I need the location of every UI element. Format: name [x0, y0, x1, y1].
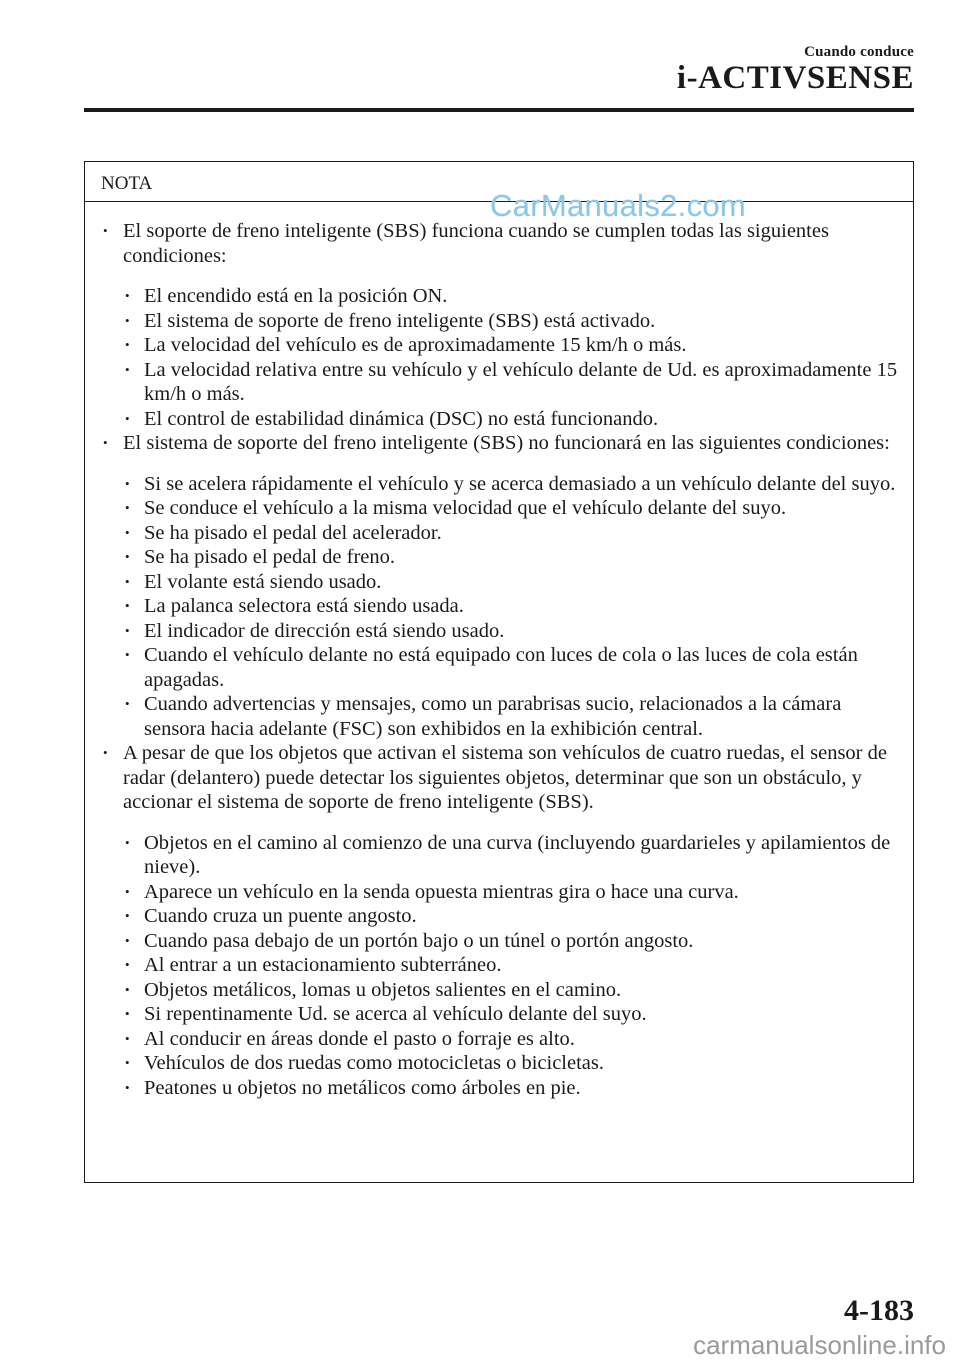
note-subitem: • Si se acelera rápidamente el vehículo y se acerca demasiado a un vehículo delante del suyo. [123, 472, 907, 497]
note-sublist [123, 831, 907, 1101]
note-item [85, 431, 913, 741]
note-subitem: • Objetos en el camino al comienzo de una curva (incluyendo guardarieles y apilamientos de nieve). [123, 831, 907, 880]
note-sublist [123, 472, 907, 742]
note-label: NOTA [85, 162, 913, 202]
note-subitem: • El control de estabilidad dinámica (DSC) no está funcionando. [123, 407, 907, 432]
note-subitem: • Se ha pisado el pedal de freno. [123, 545, 907, 570]
watermark-carmanuals2: CarManuals2.com [490, 188, 747, 223]
note-subitem: • Cuando cruza un puente angosto. [123, 904, 907, 929]
note-subitem: • Al entrar a un estacionamiento subterráneo. [123, 953, 907, 978]
note-subitem: • Peatones u objetos no metálicos como árboles en pie. [123, 1076, 907, 1101]
note-subitem: • Cuando el vehículo delante no está equipado con luces de cola o las luces de cola están apagadas. [123, 643, 907, 692]
watermark-carmanualsonline: carmanualsonline.info [693, 1330, 946, 1360]
note-item [85, 741, 913, 1100]
note-subitem: • El encendido está en la posición ON. [123, 284, 907, 309]
note-item-text: • El sistema de soporte del freno inteligente (SBS) no funcionará en las siguientes condiciones: [123, 432, 890, 454]
header-title: i-ACTIVSENSE [676, 60, 914, 96]
note-subitem: • Si repentinamente Ud. se acerca al vehículo delante del suyo. [123, 1002, 907, 1027]
note-subitem: • El volante está siendo usado. [123, 570, 907, 595]
note-subitem: • El sistema de soporte de freno inteligente (SBS) está activado. [123, 309, 907, 334]
page-number: 4-183 [844, 1294, 914, 1327]
note-subitem: • Cuando advertencias y mensajes, como un parabrisas sucio, relacionados a la cámara sensora hacia adelante (FSC) son exhibidos en la exhibición central. [123, 692, 907, 741]
note-subitem: • Aparece un vehículo en la senda opuesta mientras gira o hace una curva. [123, 880, 907, 905]
note-list [85, 219, 913, 1100]
note-subitem: • La velocidad del vehículo es de aproximadamente 15 km/h o más. [123, 333, 907, 358]
header-rule [84, 108, 914, 112]
note-item [85, 219, 913, 431]
note-subitem: • Se ha pisado el pedal del acelerador. [123, 521, 907, 546]
note-subitem: • Cuando pasa debajo de un portón bajo o un túnel o portón angosto. [123, 929, 907, 954]
note-subitem: • Vehículos de dos ruedas como motocicletas o bicicletas. [123, 1051, 907, 1076]
header-section-label: Cuando conduce [804, 44, 914, 60]
note-subitem: • La palanca selectora está siendo usada. [123, 594, 907, 619]
note-body [85, 202, 913, 1100]
note-subitem: • Objetos metálicos, lomas u objetos salientes en el camino. [123, 978, 907, 1003]
note-item-text: • A pesar de que los objetos que activan el sistema son vehículos de cuatro ruedas, el sensor de radar (delantero) puede detectar los siguientes objetos, determinar que son un obstáculo, y accionar el sistema de soporte de freno inteligente (SBS). [123, 742, 887, 813]
note-subitem: • Al conducir en áreas donde el pasto o forraje es alto. [123, 1027, 907, 1052]
note-subitem: • La velocidad relativa entre su vehículo y el vehículo delante de Ud. es aproximadamente 15 km/h o más. [123, 358, 907, 407]
note-subitem: • El indicador de dirección está siendo usado. [123, 619, 907, 644]
note-subitem: • Se conduce el vehículo a la misma velocidad que el vehículo delante del suyo. [123, 496, 907, 521]
note-sublist [123, 284, 907, 431]
note-item-text: • El soporte de freno inteligente (SBS) funciona cuando se cumplen todas las siguientes condiciones: [123, 220, 829, 267]
note-box [84, 161, 914, 1183]
